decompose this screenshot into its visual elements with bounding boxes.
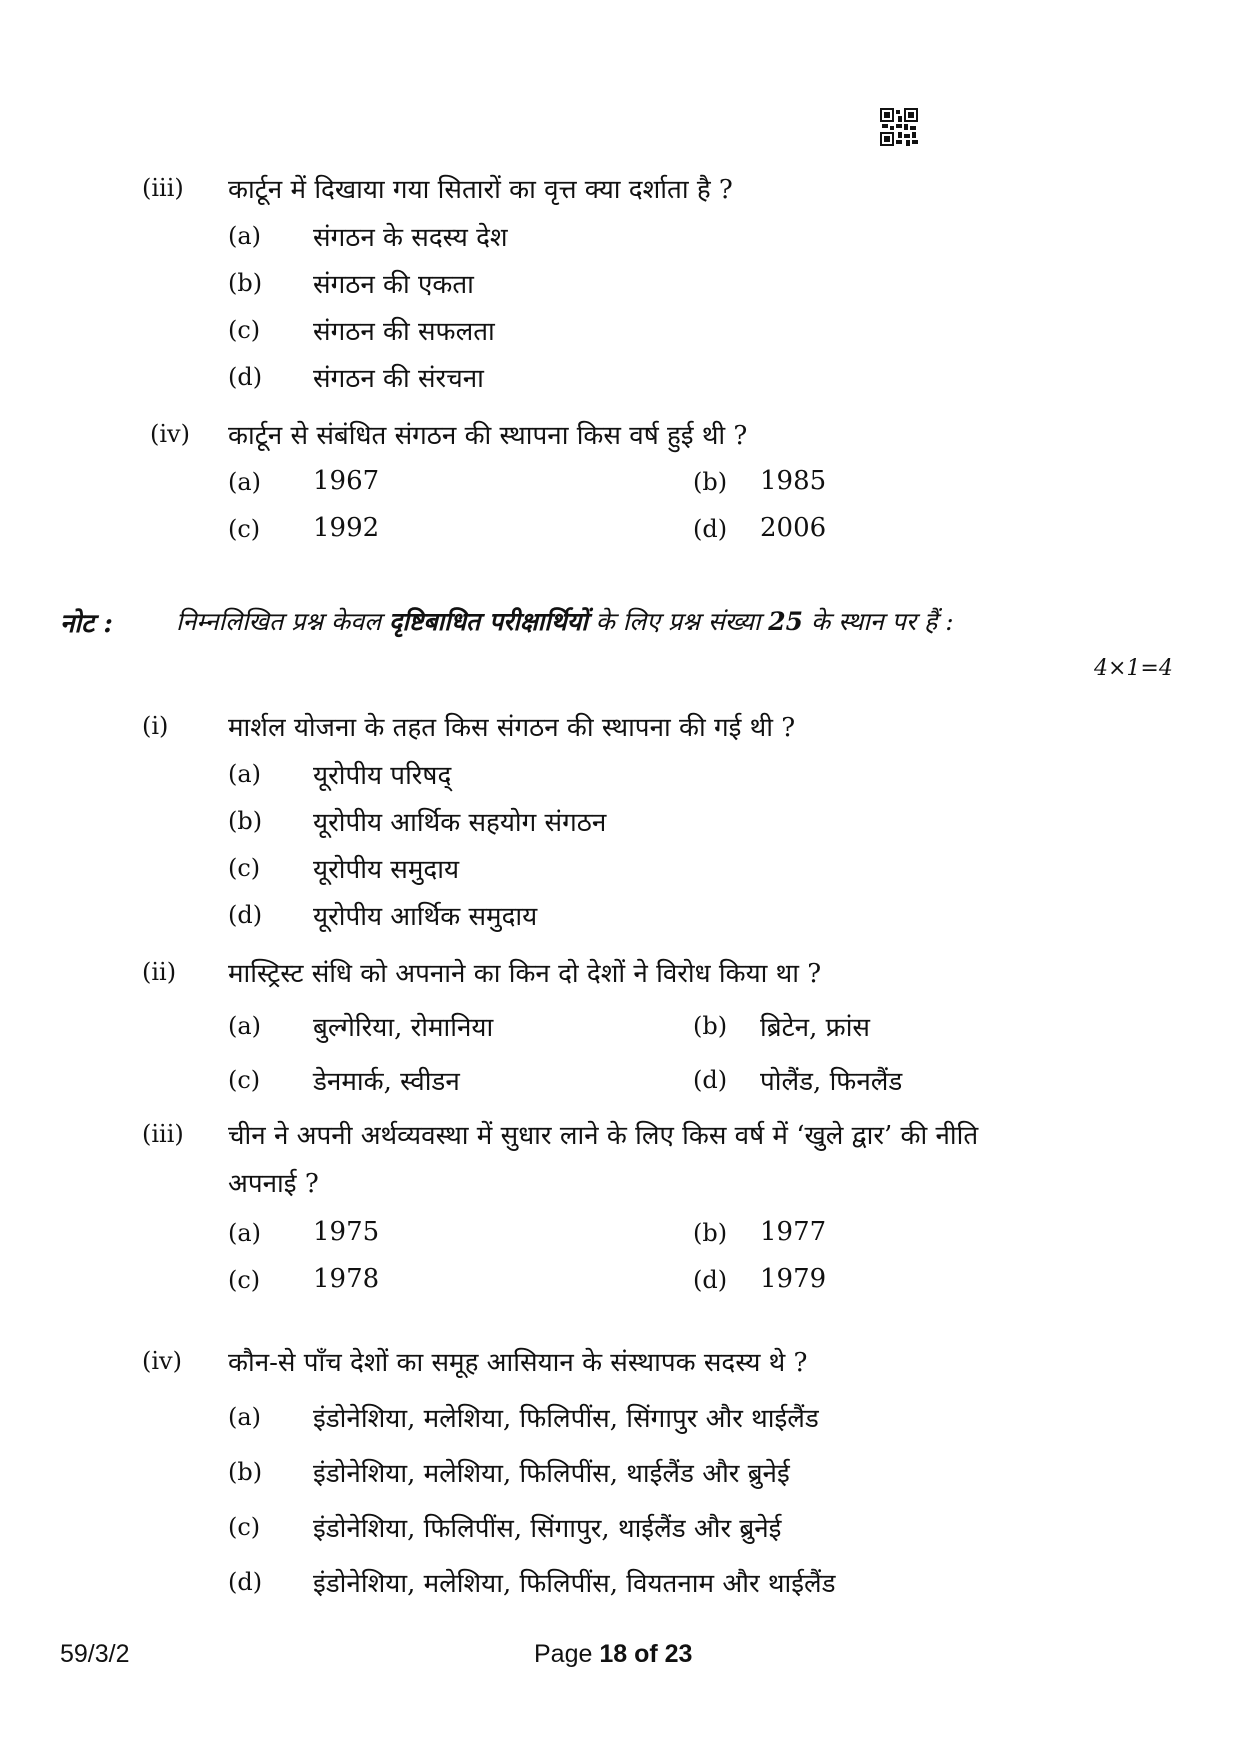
option-text: 1977 <box>760 1217 827 1247</box>
qr-code-icon <box>880 108 918 146</box>
option-label: (a) <box>228 222 262 250</box>
question-number: (iv) <box>142 1347 182 1375</box>
page-total: 23 <box>664 1640 693 1668</box>
option-label: (d) <box>228 363 263 391</box>
option-text: ब्रिटेन, फ्रांस <box>760 1013 870 1043</box>
option-label: (c) <box>228 1513 261 1541</box>
option-label: (d) <box>693 1266 728 1294</box>
option-text: 2006 <box>760 513 827 543</box>
option-text: 1985 <box>760 466 827 496</box>
question-text-line-1: चीन ने अपनी अर्थव्यवस्था में सुधार लाने के लिए किस वर्ष में ‘खुले द्वार’ की नीति <box>228 1121 979 1151</box>
question-text: कार्टून में दिखाया गया सितारों का वृत्त क्या दर्शाता है ? <box>228 175 733 205</box>
question-number: (i) <box>142 712 169 740</box>
option-text: इंडोनेशिया, मलेशिया, फिलिपींस, थाईलैंड और ब्रुनेई <box>313 1459 790 1489</box>
option-label: (d) <box>228 1568 263 1596</box>
option-text: 1978 <box>313 1264 380 1294</box>
option-text: यूरोपीय समुदाय <box>313 855 460 885</box>
question-text-line-2: अपनाई ? <box>228 1169 319 1199</box>
option-label: (c) <box>228 316 261 344</box>
option-text: यूरोपीय आर्थिक सहयोग संगठन <box>313 808 607 838</box>
note-question-number: 25 <box>768 607 804 636</box>
question-number: (iii) <box>142 1120 184 1148</box>
option-label: (a) <box>228 1403 262 1431</box>
option-label: (d) <box>693 1066 728 1094</box>
option-label: (c) <box>228 1266 261 1294</box>
question-text: कौन-से पाँच देशों का समूह आसियान के संस्थापक सदस्य थे ? <box>228 1348 808 1378</box>
option-label: (a) <box>228 468 262 496</box>
option-label: (c) <box>228 515 261 543</box>
note-text-part: के स्थान पर हैं : <box>803 607 954 636</box>
option-label: (b) <box>228 269 263 297</box>
option-label: (d) <box>693 515 728 543</box>
option-text: इंडोनेशिया, फिलिपींस, सिंगापुर, थाईलैंड और ब्रुनेई <box>313 1514 782 1544</box>
page-indicator <box>534 1640 692 1669</box>
option-text: संगठन की संरचना <box>313 364 484 394</box>
option-label: (a) <box>228 760 262 788</box>
option-text: 1979 <box>760 1264 827 1294</box>
option-text: इंडोनेशिया, मलेशिया, फिलिपींस, वियतनाम और थाईलैंड <box>313 1569 836 1599</box>
option-text: 1992 <box>313 513 380 543</box>
option-text: पोलैंड, फिनलैंड <box>760 1067 903 1097</box>
option-label: (b) <box>228 1458 263 1486</box>
paper-code: 59/3/2 <box>60 1640 130 1668</box>
option-text: संगठन की सफलता <box>313 317 495 347</box>
option-text: यूरोपीय परिषद् <box>313 761 452 791</box>
page-number: 18 <box>599 1640 628 1668</box>
option-text: बुल्गेरिया, रोमानिया <box>313 1013 494 1043</box>
option-text: यूरोपीय आर्थिक समुदाय <box>313 902 538 932</box>
question-text: मार्शल योजना के तहत किस संगठन की स्थापना की गई थी ? <box>228 713 796 743</box>
question-text: कार्टून से संबंधित संगठन की स्थापना किस वर्ष हुई थी ? <box>228 421 748 451</box>
note-text-part: के लिए प्रश्न संख्या <box>587 607 769 636</box>
option-label: (a) <box>228 1219 262 1247</box>
option-label: (c) <box>228 854 261 882</box>
option-label: (a) <box>228 1012 262 1040</box>
option-text: 1975 <box>313 1217 380 1247</box>
note-label: नोट : <box>60 609 113 639</box>
option-text: संगठन की एकता <box>313 270 474 300</box>
question-number: (iv) <box>150 420 190 448</box>
marks-scheme: 4×1=4 <box>1094 656 1173 681</box>
question-number: (ii) <box>142 958 177 986</box>
question-text: मास्ट्रिस्ट संधि को अपनाने का किन दो देशों ने विरोध किया था ? <box>228 959 822 989</box>
note-text <box>176 600 1126 644</box>
option-label: (b) <box>693 1012 728 1040</box>
page-prefix: Page <box>534 1640 600 1668</box>
page-of: of <box>627 1640 665 1668</box>
option-label: (c) <box>228 1066 261 1094</box>
option-text: संगठन के सदस्य देश <box>313 223 508 253</box>
option-label: (b) <box>693 468 728 496</box>
option-text: 1967 <box>313 466 380 496</box>
option-label: (d) <box>228 901 263 929</box>
option-text: इंडोनेशिया, मलेशिया, फिलिपींस, सिंगापुर और थाईलैंड <box>313 1404 819 1434</box>
option-label: (b) <box>228 807 263 835</box>
note-emphasis: दृष्टिबाधित परीक्षार्थियों <box>389 607 588 636</box>
note-text-part: निम्नलिखित प्रश्न केवल <box>176 607 390 636</box>
option-label: (b) <box>693 1219 728 1247</box>
question-number: (iii) <box>142 174 184 202</box>
option-text: डेनमार्क, स्वीडन <box>313 1067 460 1097</box>
